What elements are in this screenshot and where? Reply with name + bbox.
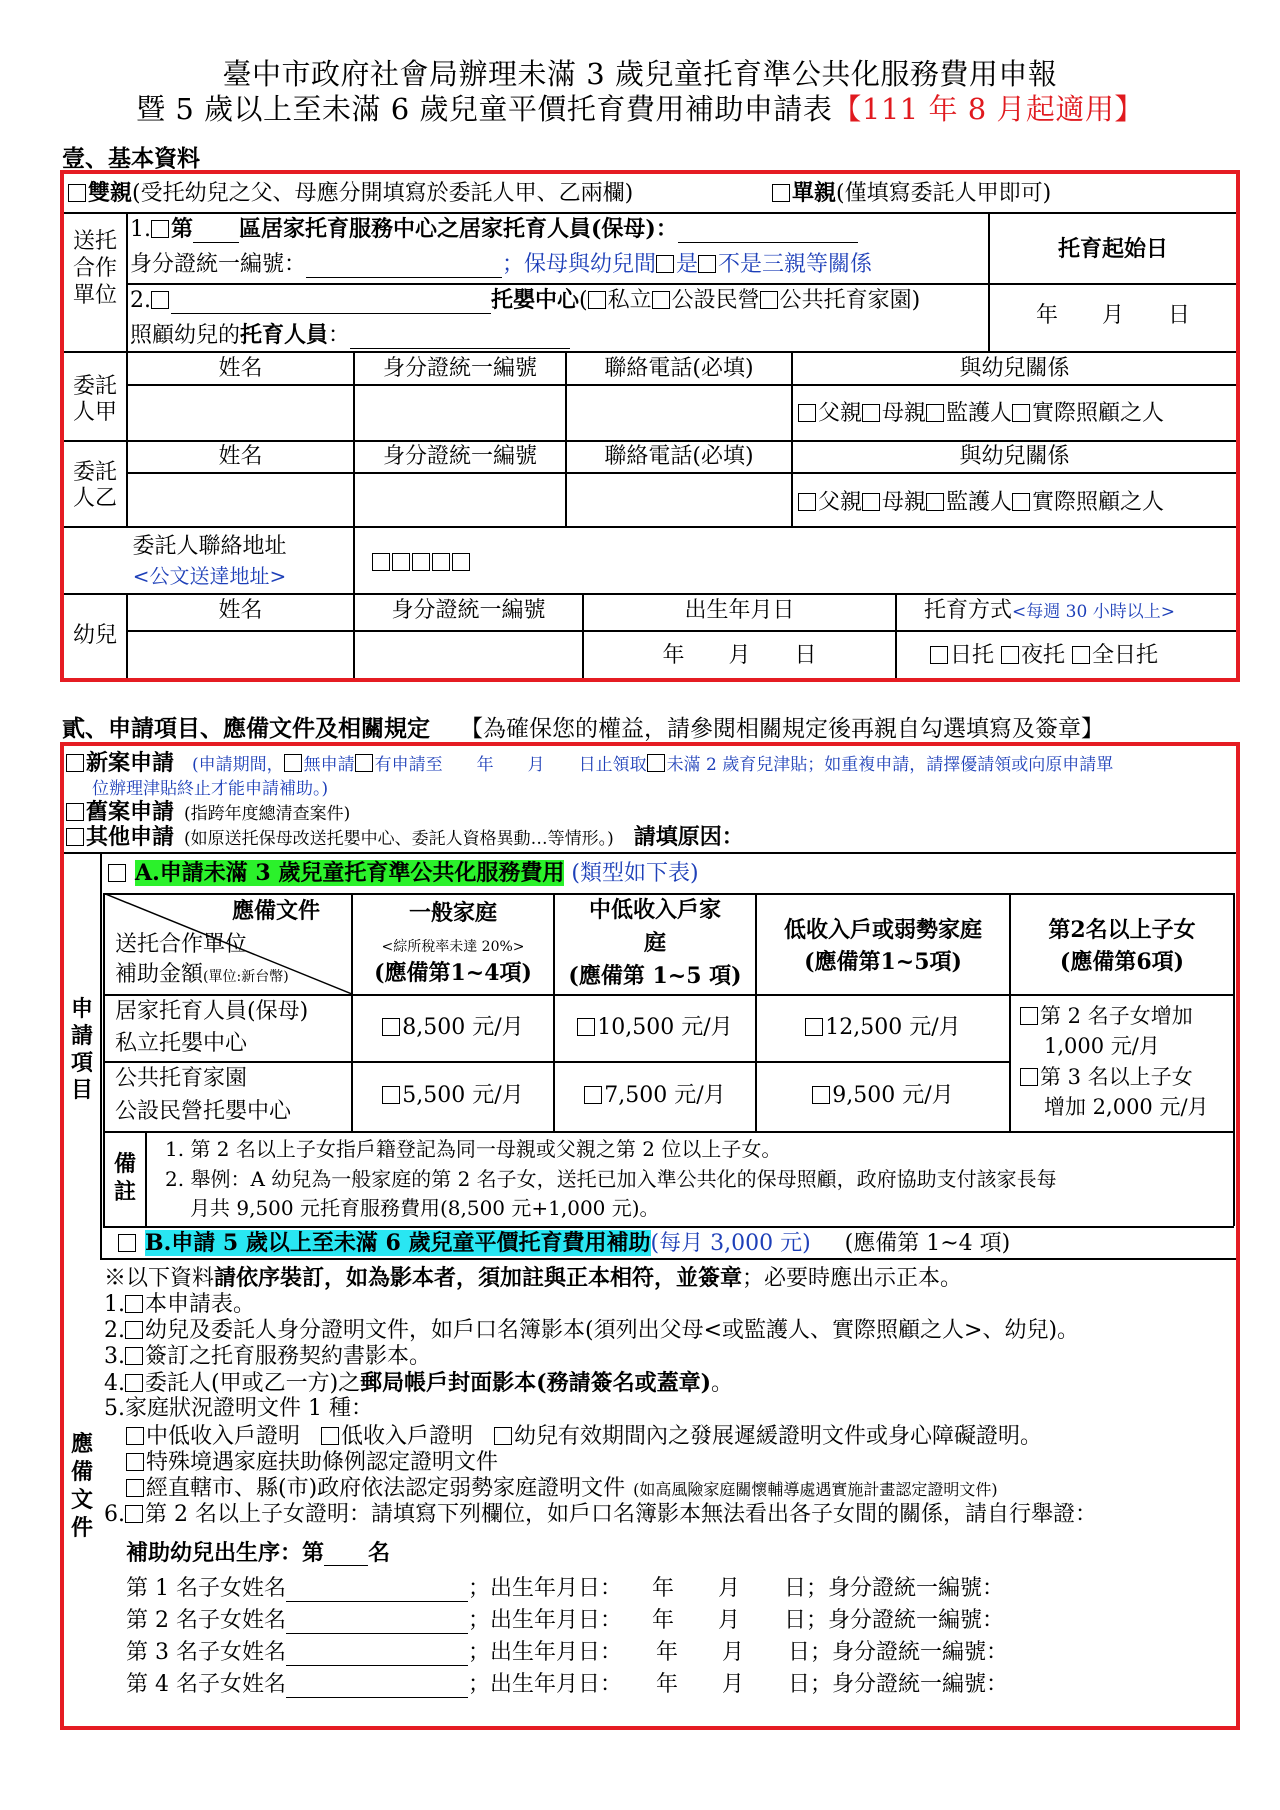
mother-checkbox[interactable] bbox=[862, 493, 880, 511]
postal-code-boxes[interactable] bbox=[372, 550, 472, 576]
child-label: 幼兒 bbox=[72, 623, 117, 648]
col-relation: 與幼兒關係 bbox=[959, 356, 1070, 381]
form-title-line2: 暨 5 歲以上至未滿 6 歲兒童平價托育費用補助申請表【111 年 8 月起適用】 bbox=[136, 92, 1144, 126]
row2-b: 公設民營托嬰中心 bbox=[115, 1099, 292, 1124]
form-title-line1: 臺中市政府社會局辦理未滿 3 歲兒童托育準公共化服務費用申報 bbox=[222, 57, 1058, 91]
unit-option-nursery: 2. 托嬰中心( 私立 公設民營 公共托育家園) bbox=[130, 287, 921, 313]
diag-bot: 補助金額(單位:新台幣) bbox=[115, 962, 289, 987]
col-relation: 與幼兒關係 bbox=[959, 444, 1070, 469]
col-general-docs: (應備第1~4項) bbox=[374, 960, 532, 986]
col-general-note: <綜所稅率未達 20%> bbox=[381, 939, 525, 955]
caregiver-checkbox[interactable] bbox=[1012, 493, 1030, 511]
start-date-field[interactable]: 年 月 日 bbox=[1035, 303, 1190, 328]
col-low: 低收入戶或弱勢家庭 bbox=[783, 917, 982, 943]
birth-order: 補助幼兒出生序：第 名 bbox=[126, 1540, 391, 1566]
second-child-option[interactable]: 第 2 名子女增加 bbox=[1020, 1003, 1193, 1029]
old-case-row: 舊案申請 (指跨年度總清查案件) bbox=[66, 799, 350, 827]
col-general: 一般家庭 bbox=[408, 900, 497, 926]
doc-5: 5.家庭狀況證明文件 1 種： bbox=[104, 1396, 373, 1421]
new-case-row: 新案申請 (申請期間， 無申請 有申請至 年 月 日止領取 未滿 2 歲育兒津貼；如重複申請，請擇優請領或向原申請單 bbox=[66, 750, 1113, 778]
col-id: 身分證統一編號 bbox=[382, 356, 537, 381]
doc-5d[interactable]: 特殊境遇家庭扶助條例認定證明文件 bbox=[126, 1450, 498, 1476]
doc-3[interactable]: 3. 簽訂之托育服務契約書影本。 bbox=[104, 1344, 432, 1369]
new-case-note: 位辦理津貼終止才能申請補助。) bbox=[92, 779, 329, 799]
apply-items-label: 申請項目 bbox=[70, 996, 93, 1103]
other-case-checkbox[interactable] bbox=[66, 828, 84, 846]
full-day-checkbox[interactable] bbox=[1072, 646, 1090, 664]
col-id: 身分證統一編號 bbox=[391, 598, 546, 623]
col-phone: 聯絡電話(必填) bbox=[604, 444, 754, 469]
col-midlow-docs: (應備第 1~5 項) bbox=[568, 963, 742, 989]
doc-5-options: 中低收入戶證明 低收入戶證明 幼兒有效期間內之發展遲緩證明文件或身心障礙證明。 bbox=[126, 1424, 1042, 1450]
col-name: 姓名 bbox=[218, 444, 263, 469]
doc-6[interactable]: 6. 第 2 名以上子女證明：請填寫下列欄位，如戶口名簿影本無法看出各子女間的關係，請自行舉證： bbox=[104, 1502, 1097, 1527]
section1-heading: 壹、基本資料 bbox=[62, 146, 200, 172]
effective-date-note: 【111 年 8 月起適用】 bbox=[832, 92, 1144, 126]
item-b-label: B.申請 5 歲以上至未滿 6 歲兒童平價托育費用補助 bbox=[145, 1230, 651, 1256]
row1-a: 居家托育人員(保母) bbox=[115, 999, 309, 1024]
nanny-id-field[interactable] bbox=[306, 257, 502, 278]
nanny-name-field[interactable] bbox=[678, 222, 858, 243]
item-a-row: A.申請未滿 3 歲兒童托育準公共化服務費用 (類型如下表) bbox=[108, 860, 699, 887]
unit-option-home-care: 1. 第 區居家托育服務中心之居家托育人員(保母)： bbox=[130, 216, 858, 243]
diag-mid: 送托合作單位 bbox=[115, 932, 248, 957]
kid-row-1: 第 1 名子女姓名 ；出生年月日： 年 月 日；身分證統一編號： bbox=[126, 1576, 1005, 1601]
client-b-label: 委託人乙 bbox=[72, 460, 117, 511]
col-name: 姓名 bbox=[218, 356, 263, 381]
nursery-name-field[interactable] bbox=[171, 293, 491, 314]
mother-checkbox[interactable] bbox=[862, 404, 880, 422]
doc-4[interactable]: 4. 委託人(甲或乙一方)之郵局帳戶封面影本(務請簽名或蓋章)。 bbox=[104, 1370, 734, 1396]
day-care-checkbox[interactable] bbox=[930, 646, 948, 664]
r1-general[interactable]: 8,500 元/月 bbox=[353, 1015, 553, 1041]
guardian-checkbox[interactable] bbox=[926, 404, 944, 422]
doc-2[interactable]: 2. 幼兒及委託人身分證明文件，如戶口名簿影本(須列出父母<或監護人、實際照顧之人>、幼兒)。 bbox=[104, 1318, 1080, 1343]
row2-a: 公共托育家園 bbox=[115, 1066, 248, 1091]
item-a-label: A.申請未滿 3 歲兒童托育準公共化服務費用 bbox=[135, 860, 565, 886]
remark-2b: 月共 9,500 元托育服務費用(8,500 元+1,000 元)。 bbox=[190, 1196, 660, 1220]
mode-options: 日托 夜托 全日托 bbox=[930, 643, 1158, 669]
nursery-checkbox[interactable] bbox=[151, 291, 169, 309]
remark-label: 備註 bbox=[113, 1151, 136, 1205]
kin-no-checkbox[interactable] bbox=[698, 255, 716, 273]
row1-b: 私立托嬰中心 bbox=[115, 1031, 248, 1056]
r2-general[interactable]: 5,500 元/月 bbox=[353, 1083, 553, 1109]
remark-1: 1. 第 2 名以上子女指戶籍登記為同一母親或父親之第 2 位以上子女。 bbox=[165, 1137, 782, 1161]
col-midlow: 中低收入戶家 bbox=[588, 897, 721, 923]
third-child-amount: 增加 2,000 元/月 bbox=[1044, 1095, 1209, 1119]
kin-yes-checkbox[interactable] bbox=[656, 255, 674, 273]
docs-label: 應備文件 bbox=[70, 1431, 93, 1541]
col-low-docs: (應備第1~5項) bbox=[804, 949, 962, 975]
kid-row-4: 第 4 名子女姓名 ；出生年月日： 年 月 日；身分證統一編號： bbox=[126, 1672, 1009, 1697]
parents-single-option[interactable]: 單親(僅填寫委託人甲即可) bbox=[772, 180, 1051, 207]
private-checkbox[interactable] bbox=[588, 291, 606, 309]
kid-row-2: 第 2 名子女姓名 ；出生年月日： 年 月 日；身分證統一編號： bbox=[126, 1608, 1005, 1633]
night-care-checkbox[interactable] bbox=[1001, 646, 1019, 664]
parents-double-checkbox[interactable] bbox=[68, 184, 86, 202]
old-case-checkbox[interactable] bbox=[66, 803, 84, 821]
nanny-id-row: 身分證統一編號： ；保母與幼兒間 是 不是三親等關係 bbox=[130, 252, 873, 277]
item-a-checkbox[interactable] bbox=[108, 864, 126, 882]
client-b-relation-options: 父親 母親 監護人 實際照顧之人 bbox=[798, 490, 1164, 516]
no-subsidy-checkbox[interactable] bbox=[284, 754, 302, 772]
caregiver-name-field[interactable] bbox=[350, 328, 570, 349]
client-a-label: 委託人甲 bbox=[72, 374, 117, 425]
r2-midlow[interactable]: 7,500 元/月 bbox=[555, 1083, 755, 1109]
col-birth: 出生年月日 bbox=[684, 598, 795, 623]
docs-intro: ※以下資料請依序裝訂，如為影本者，須加註與正本相符，並簽章；必要時應出示正本。 bbox=[104, 1265, 963, 1291]
unit-label: 送托合作單位 bbox=[72, 229, 117, 308]
father-checkbox[interactable] bbox=[798, 404, 816, 422]
address-label: 委託人聯絡地址 bbox=[132, 534, 287, 559]
parents-double-option[interactable]: 雙親(受托幼兒之父、母應分開填寫於委託人甲、乙兩欄) bbox=[68, 180, 633, 207]
section2-heading: 貳、申請項目、應備文件及相關規定 【為確保您的權益，請參閱相關規定後再親自勾選填寫及簽章】 bbox=[62, 716, 1104, 742]
home-care-checkbox[interactable] bbox=[151, 220, 169, 238]
other-case-row: 其他申請 (如原送托保母改送托嬰中心、委託人資格異動…等情形。) 請填原因： bbox=[66, 824, 744, 852]
r1-low[interactable]: 12,500 元/月 bbox=[757, 1015, 1009, 1041]
public-private-checkbox[interactable] bbox=[652, 291, 670, 309]
birth-order-field[interactable] bbox=[324, 1545, 368, 1566]
has-subsidy-checkbox[interactable] bbox=[355, 754, 373, 772]
doc-1[interactable]: 1. 本申請表。 bbox=[104, 1292, 256, 1317]
parents-single-checkbox[interactable] bbox=[772, 184, 790, 202]
col-mode: 托育方式<每週 30 小時以上> bbox=[924, 598, 1175, 623]
second-child-amount: 1,000 元/月 bbox=[1044, 1034, 1160, 1058]
item-b-checkbox[interactable] bbox=[118, 1234, 136, 1252]
col-second-docs: (應備第6項) bbox=[1059, 949, 1185, 975]
father-checkbox[interactable] bbox=[798, 493, 816, 511]
r2-low[interactable]: 9,500 元/月 bbox=[757, 1083, 1009, 1109]
guardian-checkbox[interactable] bbox=[926, 493, 944, 511]
col-id: 身分證統一編號 bbox=[382, 444, 537, 469]
col-phone: 聯絡電話(必填) bbox=[604, 356, 754, 381]
under2-checkbox[interactable] bbox=[647, 754, 665, 772]
col-second: 第2名以上子女 bbox=[1048, 917, 1196, 943]
address-note: <公文送達地址> bbox=[132, 564, 287, 588]
r1-midlow[interactable]: 10,500 元/月 bbox=[555, 1015, 755, 1041]
public-home-checkbox[interactable] bbox=[760, 291, 778, 309]
caregiver-checkbox[interactable] bbox=[1012, 404, 1030, 422]
third-child-option[interactable]: 第 3 名以上子女 bbox=[1020, 1064, 1193, 1090]
col-name: 姓名 bbox=[218, 598, 263, 623]
diag-top: 應備文件 bbox=[232, 898, 321, 924]
child-birth-field[interactable]: 年 月 日 bbox=[662, 643, 817, 668]
remark-2a: 2. 舉例：A 幼兒為一般家庭的第 2 名子女，送托已加入準公共化的保母照顧，政府協助支付該家長每 bbox=[165, 1167, 1057, 1191]
new-case-checkbox[interactable] bbox=[66, 754, 84, 772]
kid-row-3: 第 3 名子女姓名 ；出生年月日： 年 月 日；身分證統一編號： bbox=[126, 1640, 1009, 1665]
district-field[interactable] bbox=[193, 222, 239, 243]
start-date-label: 托育起始日 bbox=[1057, 236, 1168, 262]
doc-5e[interactable]: 經直轄市、縣(市)政府依法認定弱勢家庭證明文件 (如高風險家庭關懷輔導處遇實施計畫認定證明文件) bbox=[126, 1476, 998, 1503]
client-a-relation-options: 父親 母親 監護人 實際照顧之人 bbox=[798, 401, 1164, 427]
col-midlow-cont: 庭 bbox=[643, 930, 666, 956]
caregiver-row: 照顧幼兒的托育人員： bbox=[130, 322, 570, 349]
item-b-row: B.申請 5 歲以上至未滿 6 歲兒童平價托育費用補助(每月 3,000 元) (應備第 1~4 項) bbox=[118, 1230, 1010, 1257]
